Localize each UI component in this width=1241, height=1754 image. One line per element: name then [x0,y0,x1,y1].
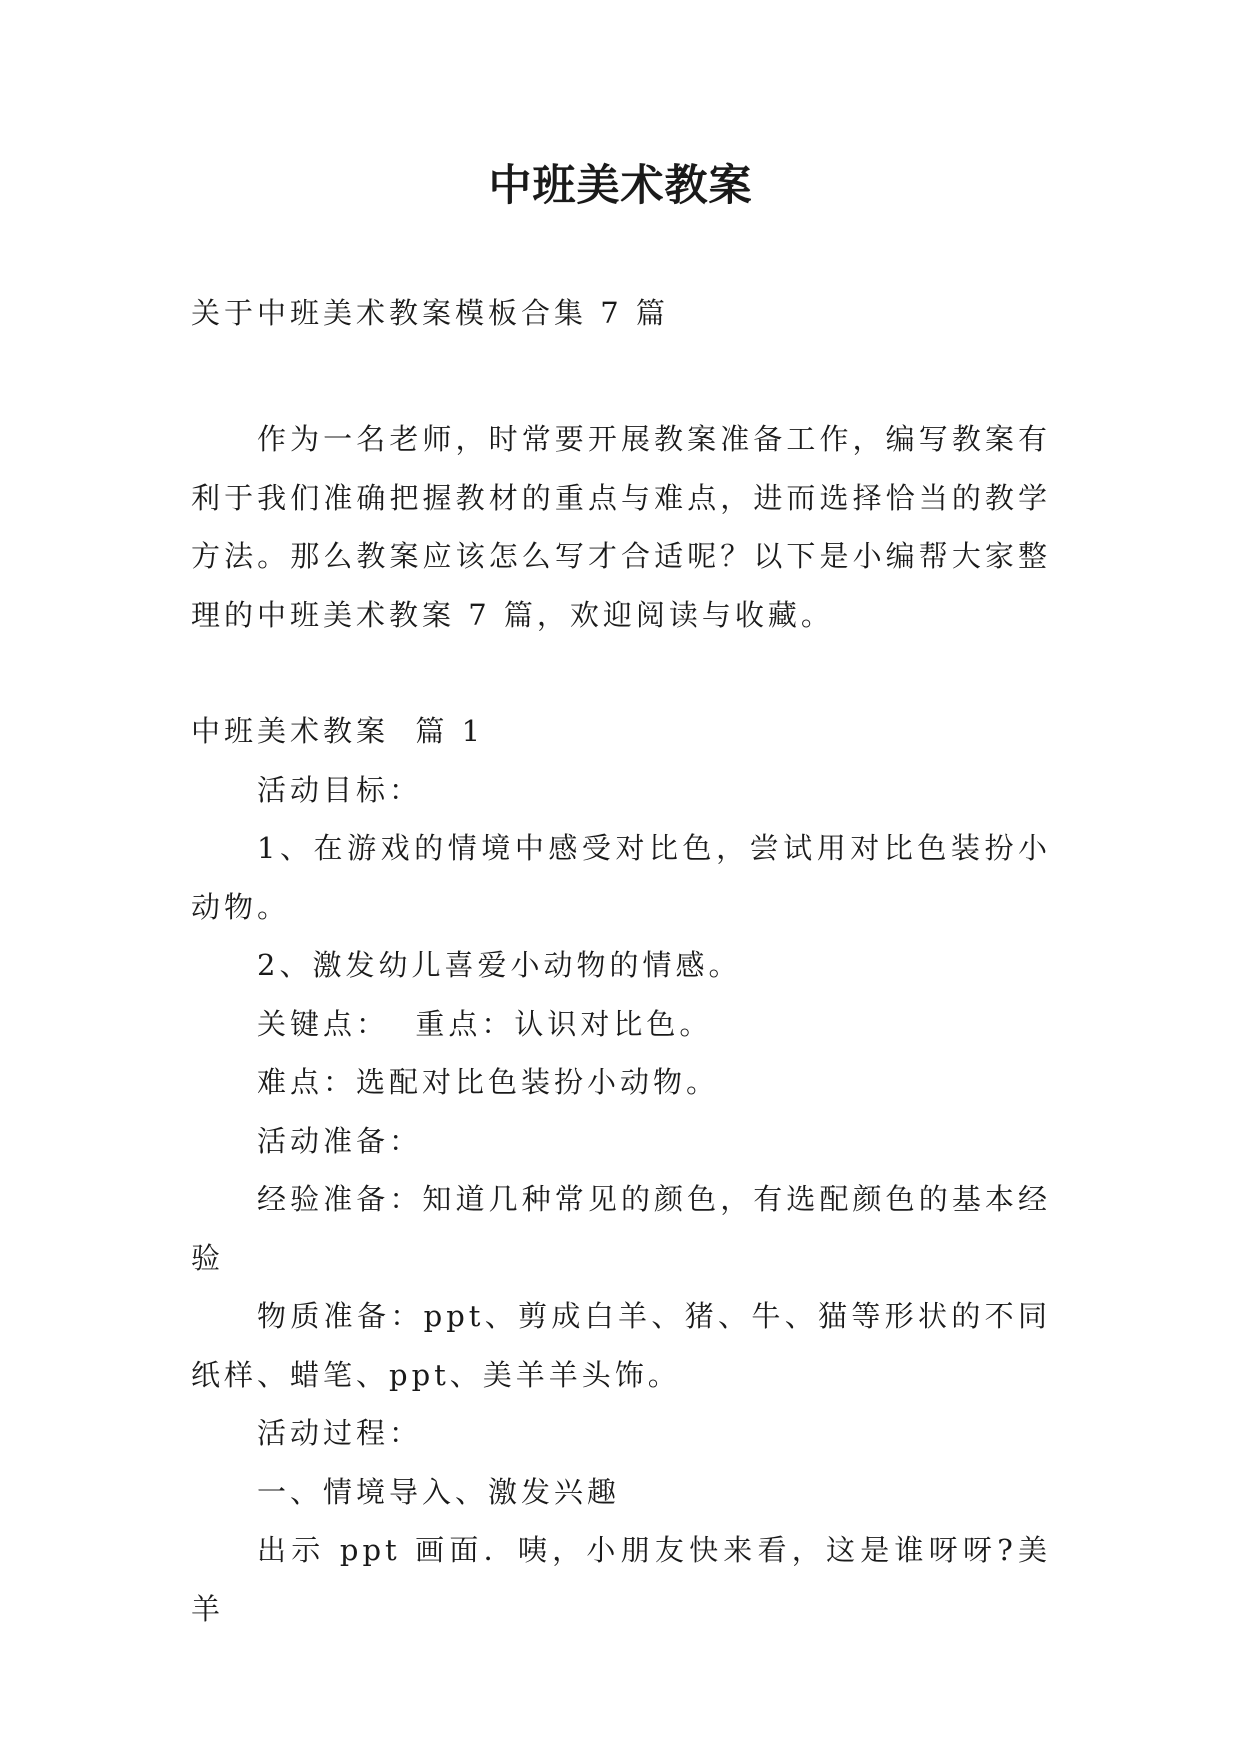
paragraph-experience-prep: 经验准备：知道几种常见的颜色，有选配颜色的基本经验 [191,1182,1051,1275]
paragraph-step-1-detail: 出示 ppt 画面．咦，小朋友快来看，这是谁呀呀?美羊 [191,1533,1051,1626]
paragraph-difficulty: 难点：选配对比色装扮小动物。 [257,1065,720,1099]
paragraph-goal-2: 2、激发幼儿喜爱小动物的情感。 [257,948,742,982]
paragraph-activity-process: 活动过程： [257,1416,423,1450]
paragraph-activity-goals: 活动目标： [257,772,423,807]
section-heading: 中班美术教案 篇 1 [191,714,485,748]
intro-paragraph: 作为一名老师，时常要开展教案准备工作，编写教案有利于我们准确把握教材的重点与难点，进而选择恰当的教学方法。那么教案应该怎么写才合适呢？以下是小编帮大家整理的中班美术教案 7 篇，欢迎阅读与收藏。 [191,422,1051,632]
paragraph-material-prep: 物质准备：ppt、剪成白羊、猪、牛、猫等形状的不同纸样、蜡笔、ppt、美羊羊头饰。 [191,1299,1051,1392]
paragraph-key-points: 关键点： 重点：认识对比色。 [257,1006,713,1041]
document-title: 中班美术教案 [488,161,753,211]
paragraph-preparation: 活动准备： [257,1123,423,1158]
document-subtitle: 关于中班美术教案模板合集 7 篇 [191,296,669,330]
paragraph-goal-1: 1、在游戏的情境中感受对比色，尝试用对比色装扮小动物。 [191,831,1051,924]
lesson-body [191,702,1051,1638]
paragraph-step-1: 一、情境导入、激发兴趣 [257,1474,621,1509]
